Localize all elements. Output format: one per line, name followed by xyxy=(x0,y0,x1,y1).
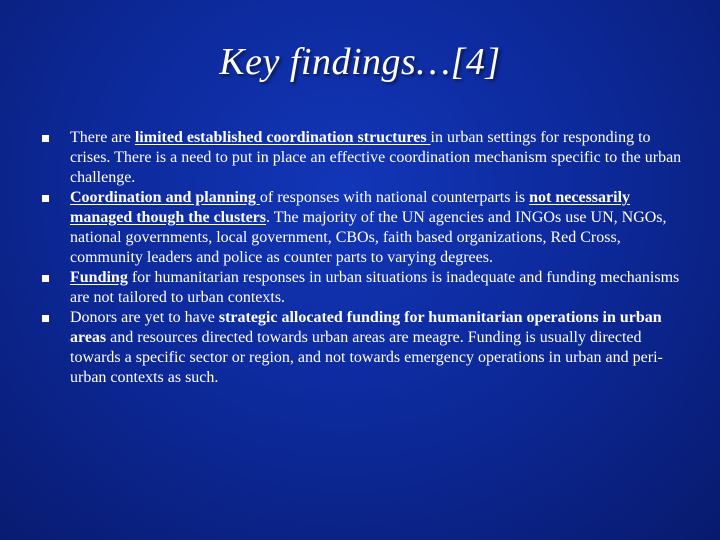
bullet-item xyxy=(42,188,692,268)
bullet-item xyxy=(42,128,692,188)
bullet-segment: Funding xyxy=(70,269,128,286)
bullet-segment: limited established coordination structures xyxy=(134,129,431,146)
bullet-segment: in urban settings for responding to crises. There is a need to put in place an effective coordination mechanism specific to the urban challenge. xyxy=(70,129,682,186)
slide-title: Key findings…[4] xyxy=(219,41,501,83)
bullet-text xyxy=(70,128,692,188)
bullet-item xyxy=(42,268,692,308)
bullet-segment: There are xyxy=(70,129,135,146)
bullet-segment: strategic allocated funding for humanitarian operations in urban areas xyxy=(70,309,662,346)
bullet-segment: for humanitarian responses in urban situations is inadequate and funding mechanisms are not tailored to urban contexts. xyxy=(70,269,680,306)
bullet-segment: . The majority of the UN agencies and INGOs use UN, NGOs, national governments, local government, CBOs, faith based organizations, Red Cross, community leaders and police as counter parts to varying degrees. xyxy=(70,209,667,266)
bullet-segment: Coordination and planning xyxy=(70,189,260,206)
square-bullet-icon xyxy=(42,275,49,282)
square-bullet-icon xyxy=(42,195,49,202)
square-bullet-icon xyxy=(42,315,49,322)
bullet-segment: not necessarily managed though the clusters xyxy=(70,189,631,226)
bullet-segment: Donors are yet to have xyxy=(70,309,219,326)
bullet-text xyxy=(70,308,692,388)
bullet-text xyxy=(70,268,692,308)
bullet-segment: of responses with national counterparts is xyxy=(259,189,530,206)
bullet-text xyxy=(70,188,692,268)
bullet-list xyxy=(42,128,692,388)
bullet-item xyxy=(42,308,692,388)
bullet-segment: and resources directed towards urban areas are meagre. Funding is usually directed towards a specific sector or region, and not towards emergency operations in urban and peri-urban contexts as such. xyxy=(70,329,663,386)
square-bullet-icon xyxy=(42,135,49,142)
